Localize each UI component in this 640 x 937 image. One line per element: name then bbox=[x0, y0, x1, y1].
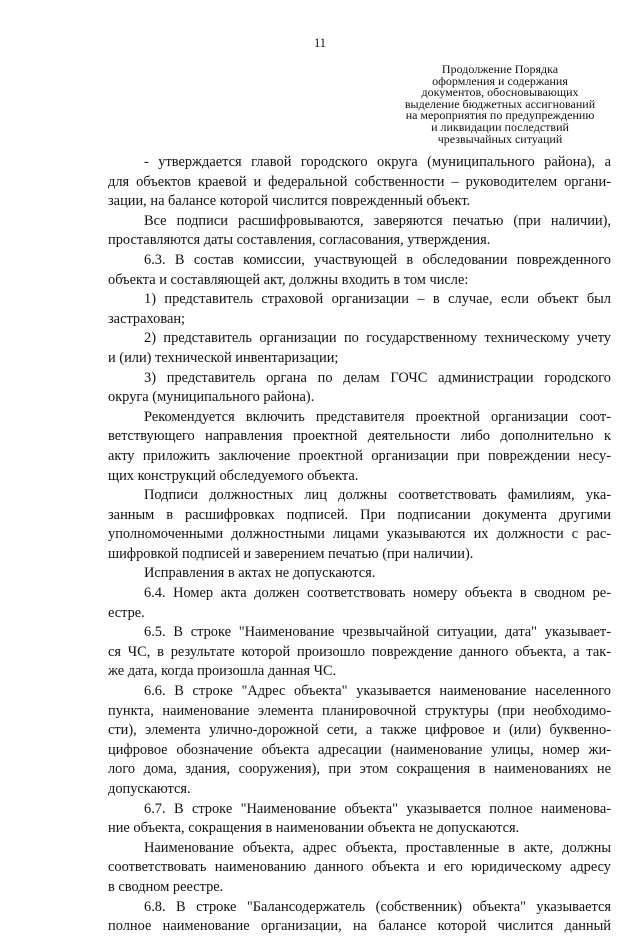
body-line: цифровое обозначение объекта адресации (наименование улицы, номер жи- bbox=[108, 741, 611, 758]
body-line: щих конструкций обследуемого объекта. bbox=[108, 467, 359, 484]
body-line: шифровкой подписей и заверением печатью (при наличии). bbox=[108, 545, 474, 562]
body-line: Наименование объекта, адрес объекта, проставленные в акте, должны bbox=[144, 839, 611, 856]
body-line: объекта и составляющей акт, должны входить в том числе: bbox=[108, 271, 469, 288]
body-line: 6.3. В состав комиссии, участвующей в обследовании поврежденного bbox=[144, 251, 611, 268]
body-line: в сводном реестре. bbox=[108, 878, 224, 895]
body-line: Рекомендуется включить представителя проектной организации соот- bbox=[144, 408, 611, 425]
body-line: зации, на балансе которой числится поврежденный объект. bbox=[108, 193, 471, 210]
body-line: 1) представитель страховой организации – в случае, если объект был bbox=[144, 291, 611, 308]
body-line: же дата, когда произошла данная ЧС. bbox=[108, 663, 337, 680]
body-line: Подписи должностных лиц должны соответствовать фамилиям, ука- bbox=[144, 487, 611, 504]
header-line: Продолжение Порядка bbox=[441, 62, 559, 76]
header-line: на мероприятия по предупреждению bbox=[405, 108, 595, 123]
document-header bbox=[380, 64, 620, 145]
body-line: округа (муниципального района). bbox=[108, 389, 315, 406]
body-line: 6.5. В строке "Наименование чрезвычайной ситуации, дата" указывает- bbox=[144, 624, 611, 641]
header-line: документов, обосновывающих bbox=[421, 85, 579, 100]
body-line: ние объекта, сокращения в наименовании объекта не допускаются. bbox=[108, 820, 520, 837]
body-line: уполномоченными должностными лицами указываются их должности с рас- bbox=[108, 526, 611, 543]
document-body bbox=[108, 153, 611, 937]
body-line: для объектов краевой и федеральной собственности – руководителем органи- bbox=[108, 173, 611, 190]
body-line: сти), элемента улично-дорожной сети, а также цифровое и (или) буквенно- bbox=[108, 722, 611, 739]
body-line: акту приложить заключение проектной организации при повреждении несу- bbox=[108, 447, 611, 464]
body-line: соответствовать наименованию данного объекта и его юридическому адресу bbox=[108, 859, 611, 876]
body-line: и (или) технической инвентаризации; bbox=[108, 349, 339, 366]
body-line: ветствующего направления проектной деятельности либо дополнительно к bbox=[108, 428, 611, 445]
body-line: лого дома, здания, сооружения), при этом сокращения в наименованиях не bbox=[108, 761, 611, 778]
header-line: оформления и содержания bbox=[432, 73, 568, 88]
header-line: и ликвидации последствий bbox=[431, 119, 569, 134]
body-line: застрахован; bbox=[108, 310, 186, 327]
header-line: чрезвычайных ситуаций bbox=[437, 131, 563, 146]
body-line: допускаются. bbox=[108, 781, 191, 797]
body-line: 6.6. В строке "Адрес объекта" указывается наименование населенного bbox=[144, 683, 611, 700]
body-line: Все подписи расшифровываются, заверяются печатью (при наличии), bbox=[144, 212, 611, 229]
page-number: 11 bbox=[313, 36, 327, 50]
body-line: Исправления в актах не допускаются. bbox=[144, 565, 376, 582]
header-line: выделение бюджетных ассигнований bbox=[404, 96, 596, 111]
body-line: 6.4. Номер акта должен соответствовать номеру объекта в сводном ре- bbox=[144, 585, 611, 602]
body-line: 3) представитель органа по делам ГОЧС администрации городского bbox=[144, 369, 611, 386]
body-line: пункта, наименование элемента планировочной структуры (при необходимо- bbox=[108, 702, 611, 719]
body-line: естре. bbox=[108, 604, 145, 621]
body-line: ся ЧС, в результате которой произошло повреждение данного объекта, а так- bbox=[108, 643, 611, 660]
body-line: занным в расшифровках подписей. При подписании документа другими bbox=[108, 506, 611, 523]
body-line: 6.8. В строке "Балансодержатель (собственник) объекта" указывается bbox=[144, 898, 611, 915]
body-line: полное наименование организации, на балансе которой числится данный bbox=[108, 918, 611, 935]
body-line: - утверждается главой городского округа (муниципального района), а bbox=[144, 154, 611, 170]
body-line: 6.7. В строке "Наименование объекта" указывается полное наименова- bbox=[144, 800, 611, 817]
body-line: проставляются даты составления, согласования, утверждения. bbox=[108, 232, 491, 249]
body-line: 2) представитель организации по государственному техническому учету bbox=[144, 330, 611, 347]
